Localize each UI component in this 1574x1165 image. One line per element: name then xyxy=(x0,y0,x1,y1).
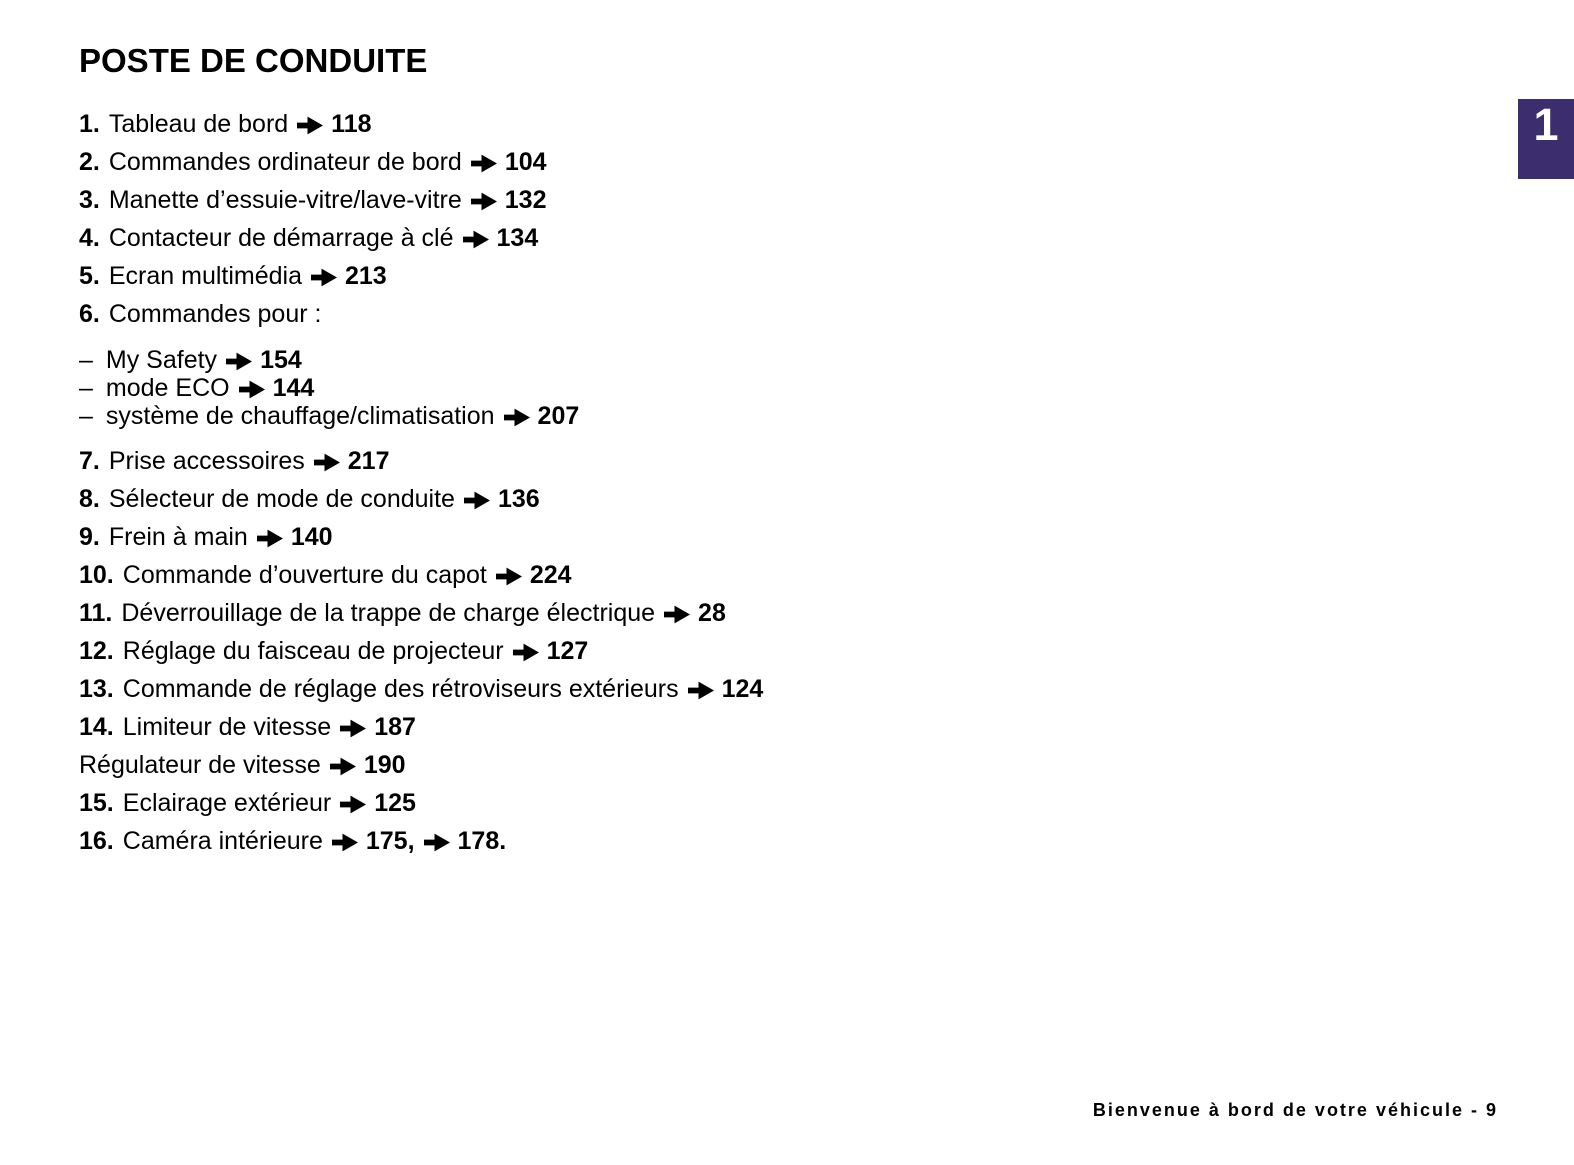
item-label: Réglage du faisceau de projecteur xyxy=(122,636,504,665)
item-label: Ecran multimédia xyxy=(108,261,302,290)
page-reference: 118 xyxy=(331,109,372,138)
right-arrow-icon xyxy=(340,795,366,814)
item-dash: – xyxy=(79,345,93,374)
right-arrow-icon xyxy=(311,268,337,287)
page-reference: 134 xyxy=(496,223,539,252)
page-reference: 140 xyxy=(290,522,333,551)
item-number: 10. xyxy=(79,560,114,589)
item-label: mode ECO xyxy=(105,373,230,402)
footer-text: Bienvenue à bord de votre véhicule - 9 xyxy=(1092,1100,1498,1120)
page-reference: 217 xyxy=(347,446,390,475)
item-number: 4. xyxy=(79,223,100,252)
list-item xyxy=(79,594,763,632)
item-label: Limiteur de vitesse xyxy=(122,712,332,741)
right-arrow-icon xyxy=(314,453,340,472)
page-reference: 125 xyxy=(374,788,416,817)
right-arrow-icon xyxy=(257,529,283,548)
list-item xyxy=(79,257,763,295)
item-number: 8. xyxy=(79,484,100,513)
page-reference: 28 xyxy=(698,598,726,627)
item-label: Sélecteur de mode de conduite xyxy=(108,484,455,513)
item-number: 3. xyxy=(79,185,100,214)
list-item xyxy=(79,105,763,143)
item-number: 13. xyxy=(79,674,114,703)
item-label: Caméra intérieure xyxy=(122,826,323,855)
right-arrow-icon xyxy=(664,605,690,624)
list-item xyxy=(79,632,763,670)
right-arrow-icon xyxy=(332,833,358,852)
right-arrow-icon xyxy=(424,833,450,852)
item-label: Commande d’ouverture du capot xyxy=(122,560,487,589)
chapter-tab xyxy=(1518,99,1574,179)
list-item xyxy=(79,480,763,518)
right-arrow-icon xyxy=(463,230,489,249)
right-arrow-icon xyxy=(513,643,539,662)
item-number: 11. xyxy=(79,598,113,627)
right-arrow-icon xyxy=(471,192,497,211)
list-item xyxy=(79,822,763,860)
item-label: Contacteur de démarrage à clé xyxy=(108,223,454,252)
list-item xyxy=(79,181,763,219)
item-label: Eclairage extérieur xyxy=(122,788,332,817)
items-list xyxy=(79,105,763,860)
page-reference: 190 xyxy=(363,750,406,779)
list-item xyxy=(79,708,763,746)
right-arrow-icon xyxy=(226,352,252,371)
list-item xyxy=(79,442,763,480)
page-reference: 144 xyxy=(272,373,315,402)
list-item xyxy=(79,556,763,594)
list-item xyxy=(79,374,763,402)
page-reference: 154 xyxy=(260,345,302,374)
page-reference: 187 xyxy=(374,712,416,741)
list-item xyxy=(79,518,763,556)
item-label: Régulateur de vitesse xyxy=(79,750,321,779)
page-content xyxy=(79,44,763,860)
list-item xyxy=(79,746,763,784)
right-arrow-icon xyxy=(504,408,530,427)
item-label: Déverrouillage de la trappe de charge électrique xyxy=(121,598,656,627)
page-reference: 127 xyxy=(546,636,589,665)
item-label: Frein à main xyxy=(108,522,248,551)
item-dash: – xyxy=(79,373,93,402)
right-arrow-icon xyxy=(688,681,714,700)
page-reference: 104 xyxy=(504,147,547,176)
right-arrow-icon xyxy=(297,116,323,135)
right-arrow-icon xyxy=(464,491,490,510)
item-number: 15. xyxy=(79,788,114,817)
page-reference: 178. xyxy=(457,826,507,855)
page-reference: 132 xyxy=(504,185,547,214)
item-dash: – xyxy=(79,401,93,430)
item-label: Prise accessoires xyxy=(108,446,305,475)
item-label: Tableau de bord xyxy=(108,109,289,138)
item-label: Commandes ordinateur de bord xyxy=(108,147,462,176)
list-item xyxy=(79,402,763,430)
item-label: Commande de réglage des rétroviseurs extérieurs xyxy=(122,674,679,703)
page-title: POSTE DE CONDUITE xyxy=(79,42,428,79)
right-arrow-icon xyxy=(496,567,522,586)
item-number: 6. xyxy=(79,299,100,328)
right-arrow-icon xyxy=(340,719,366,738)
page-reference: 136 xyxy=(497,484,540,513)
list-item xyxy=(79,346,763,374)
item-number: 2. xyxy=(79,147,100,176)
item-label: Manette d’essuie-vitre/lave-vitre xyxy=(108,185,462,214)
item-label: My Safety xyxy=(105,345,218,374)
page-reference: 213 xyxy=(345,261,387,290)
item-number: 7. xyxy=(79,446,100,475)
chapter-number: 1 xyxy=(1533,99,1559,150)
list-item xyxy=(79,784,763,822)
right-arrow-icon xyxy=(471,154,497,173)
item-number: 1. xyxy=(79,109,100,138)
right-arrow-icon xyxy=(239,380,265,399)
item-number: 16. xyxy=(79,826,114,855)
item-number: 14. xyxy=(79,712,114,741)
list-item xyxy=(79,143,763,181)
item-number: 5. xyxy=(79,261,100,290)
page-reference: 124 xyxy=(721,674,764,703)
page-reference: 207 xyxy=(537,401,580,430)
page-reference: 224 xyxy=(529,560,572,589)
list-item xyxy=(79,219,763,257)
right-arrow-icon xyxy=(330,757,356,776)
item-number: 9. xyxy=(79,522,100,551)
item-number: 12. xyxy=(79,636,114,665)
list-item xyxy=(79,670,763,708)
list-item xyxy=(79,295,763,333)
item-label: Commandes pour : xyxy=(108,299,322,328)
item-label: système de chauffage/climatisation xyxy=(105,401,495,430)
page-reference: 175, xyxy=(365,826,415,855)
